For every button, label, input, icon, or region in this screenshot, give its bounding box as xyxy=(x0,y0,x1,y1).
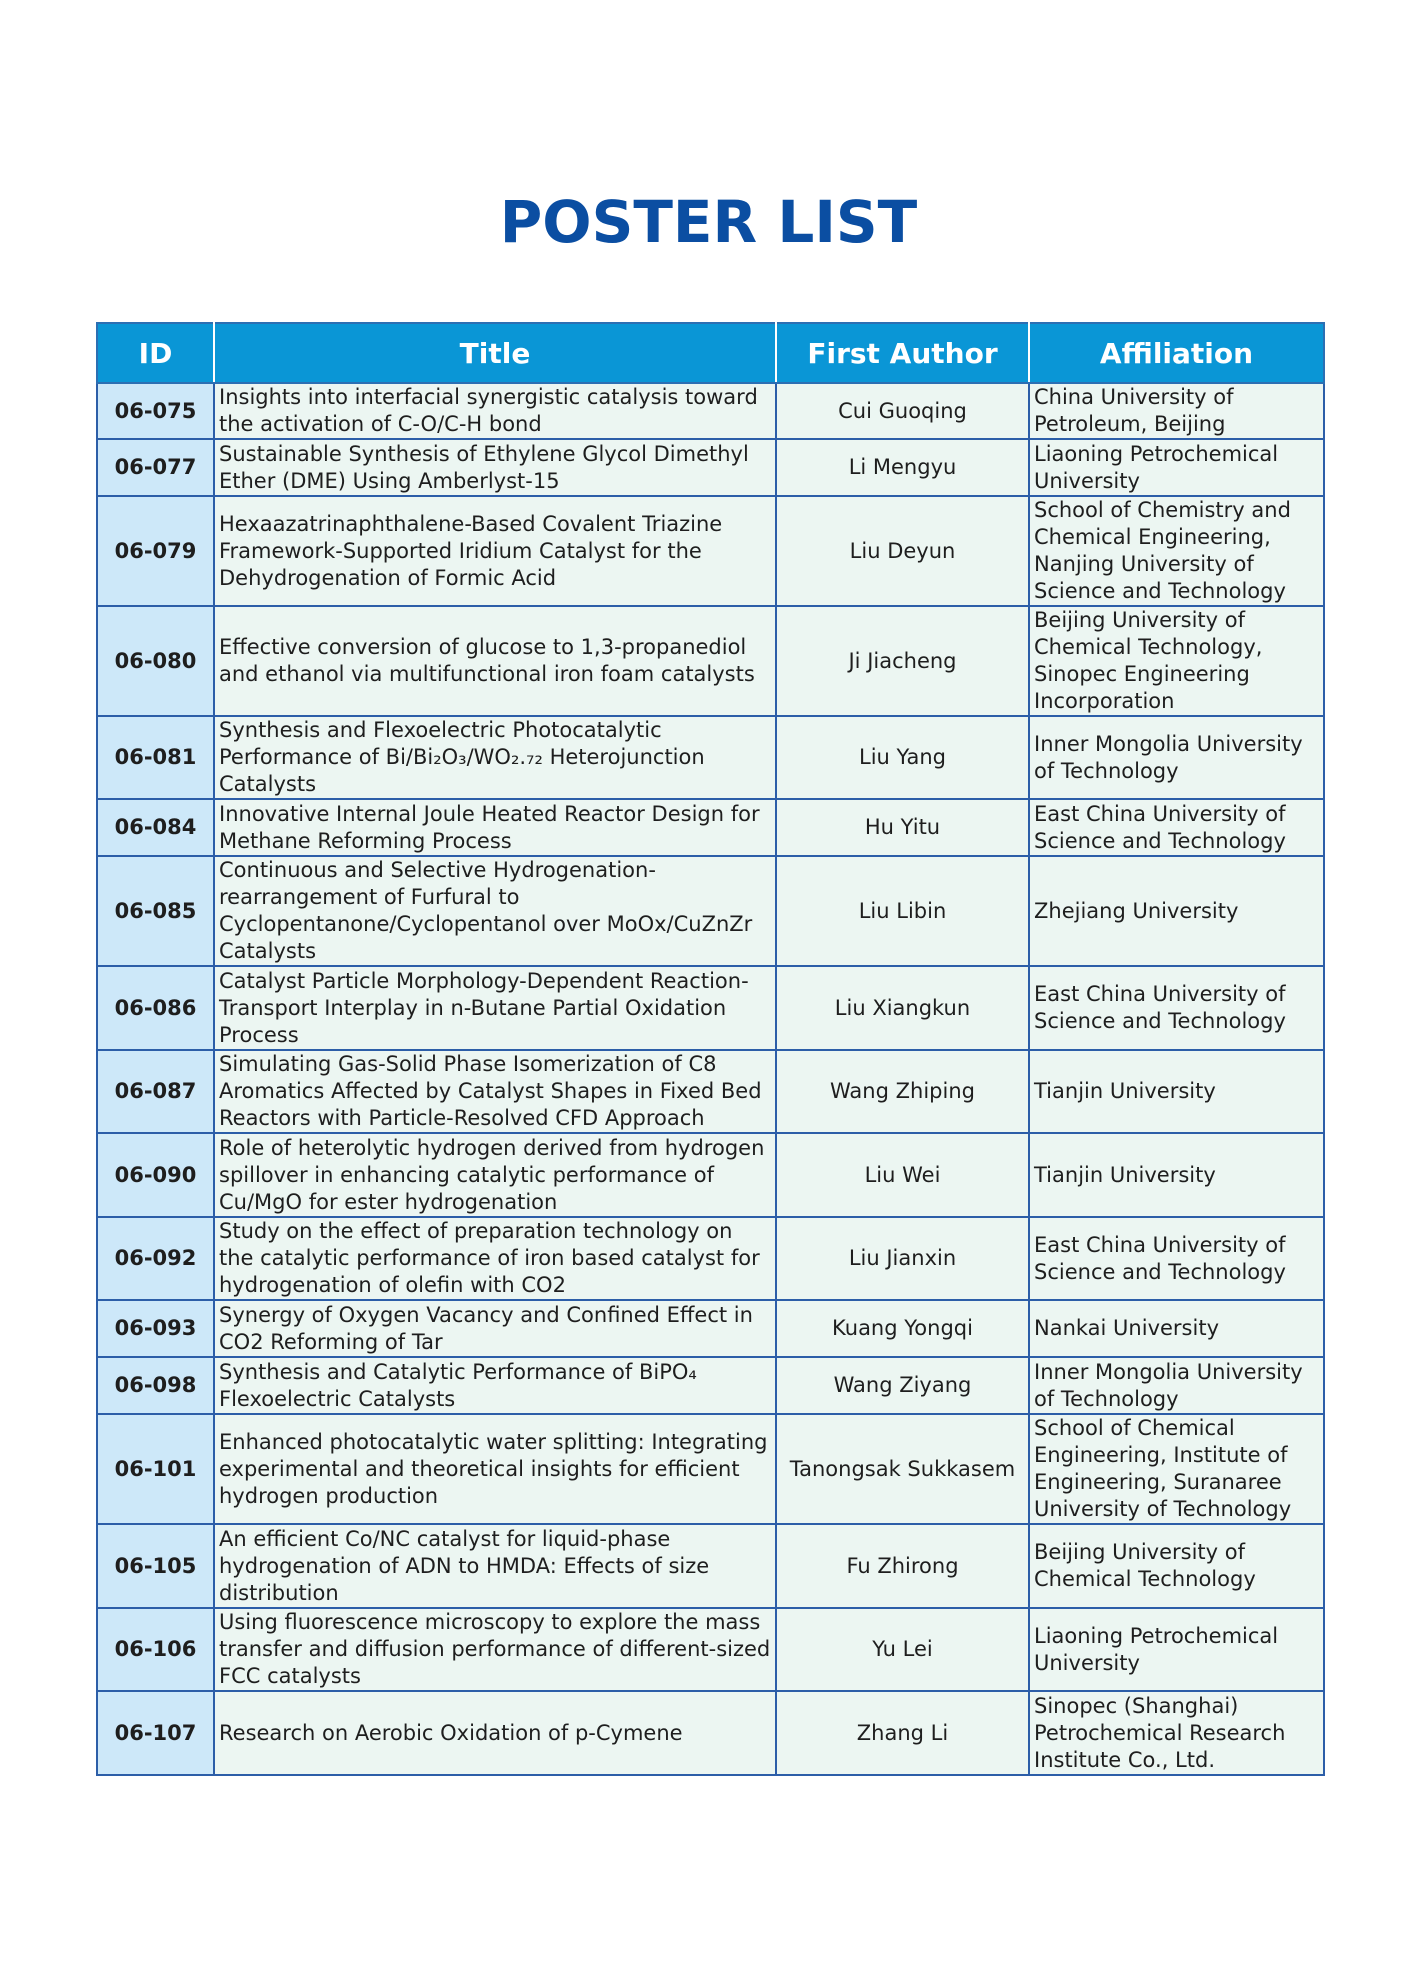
table-row xyxy=(97,856,1324,966)
poster-id: 06-090 xyxy=(97,1133,214,1217)
column-header-affiliation: Affiliation xyxy=(1029,323,1324,383)
poster-title: Study on the effect of preparation technology on the catalytic performance of iron based catalyst for hydrogenation of olefin with CO2 xyxy=(214,1217,776,1300)
table-row xyxy=(97,1050,1324,1133)
poster-title: An efficient Co/NC catalyst for liquid-phase hydrogenation of ADN to HMDA: Effects of size distribution xyxy=(214,1524,776,1608)
poster-id: 06-086 xyxy=(97,966,214,1050)
table-row xyxy=(97,606,1324,716)
poster-affiliation: Inner Mongolia University of Technology xyxy=(1029,1357,1324,1414)
poster-author: Liu Yang xyxy=(776,716,1029,799)
poster-affiliation: East China University of Science and Technology xyxy=(1029,966,1324,1050)
poster-title: Catalyst Particle Morphology-Dependent Reaction-Transport Interplay in n-Butane Partial Oxidation Process xyxy=(214,966,776,1050)
poster-title: Research on Aerobic Oxidation of p-Cymene xyxy=(214,1691,776,1775)
poster-title: Synthesis and Catalytic Performance of BiPO₄ Flexoelectric Catalysts xyxy=(214,1357,776,1414)
poster-id: 06-077 xyxy=(97,439,214,496)
table-row xyxy=(97,966,1324,1050)
poster-affiliation: Nankai University xyxy=(1029,1300,1324,1357)
table-row xyxy=(97,1414,1324,1524)
poster-id: 06-075 xyxy=(97,383,214,439)
poster-affiliation: Tianjin University xyxy=(1029,1050,1324,1133)
poster-affiliation: Sinopec (Shanghai) Petrochemical Research Institute Co., Ltd. xyxy=(1029,1691,1324,1775)
poster-author: Yu Lei xyxy=(776,1608,1029,1691)
table-row xyxy=(97,1608,1324,1691)
poster-author: Liu Deyun xyxy=(776,496,1029,606)
poster-affiliation: China University of Petroleum, Beijing xyxy=(1029,383,1324,439)
poster-title: Insights into interfacial synergistic catalysis toward the activation of C-O/C-H bond xyxy=(214,383,776,439)
table-row xyxy=(97,383,1324,439)
poster-id: 06-084 xyxy=(97,799,214,856)
poster-author: Liu Wei xyxy=(776,1133,1029,1217)
poster-title: Hexaazatrinaphthalene-Based Covalent Triazine Framework-Supported Iridium Catalyst for the Dehydrogenation of Formic Acid xyxy=(214,496,776,606)
poster-author: Liu Libin xyxy=(776,856,1029,966)
poster-affiliation: East China University of Science and Technology xyxy=(1029,799,1324,856)
poster-id: 06-081 xyxy=(97,716,214,799)
table-row xyxy=(97,1357,1324,1414)
column-header-id: ID xyxy=(97,323,214,383)
poster-id: 06-093 xyxy=(97,1300,214,1357)
poster-id: 06-107 xyxy=(97,1691,214,1775)
poster-affiliation: Liaoning Petrochemical University xyxy=(1029,1608,1324,1691)
poster-affiliation: Beijing University of Chemical Technology, Sinopec Engineering Incorporation xyxy=(1029,606,1324,716)
poster-id: 06-080 xyxy=(97,606,214,716)
column-header-title: Title xyxy=(214,323,776,383)
poster-id: 06-092 xyxy=(97,1217,214,1300)
table-row xyxy=(97,1133,1324,1217)
poster-title: Synthesis and Flexoelectric Photocatalytic Performance of Bi/Bi₂O₃/WO₂.₇₂ Heterojunction Catalysts xyxy=(214,716,776,799)
table-row xyxy=(97,1217,1324,1300)
poster-author: Zhang Li xyxy=(776,1691,1029,1775)
poster-title: Effective conversion of glucose to 1,3-propanediol and ethanol via multifunctional iron foam catalysts xyxy=(214,606,776,716)
poster-id: 06-087 xyxy=(97,1050,214,1133)
poster-id: 06-105 xyxy=(97,1524,214,1608)
table-header-row xyxy=(97,323,1324,383)
table-row xyxy=(97,1691,1324,1775)
column-header-first-author: First Author xyxy=(776,323,1029,383)
poster-author: Wang Ziyang xyxy=(776,1357,1029,1414)
poster-author: Fu Zhirong xyxy=(776,1524,1029,1608)
poster-affiliation: Liaoning Petrochemical University xyxy=(1029,439,1324,496)
poster-title: Simulating Gas-Solid Phase Isomerization of C8 Aromatics Affected by Catalyst Shapes in Fixed Bed Reactors with Particle-Resolved CFD Approach xyxy=(214,1050,776,1133)
poster-title: Role of heterolytic hydrogen derived from hydrogen spillover in enhancing catalytic performance of Cu/MgO for ester hydrogenation xyxy=(214,1133,776,1217)
table-row xyxy=(97,1300,1324,1357)
poster-table xyxy=(96,322,1325,1776)
poster-affiliation: School of Chemical Engineering, Institute of Engineering, Suranaree University of Technology xyxy=(1029,1414,1324,1524)
page-title: POSTER LIST xyxy=(499,188,918,256)
poster-title: Sustainable Synthesis of Ethylene Glycol Dimethyl Ether (DME) Using Amberlyst-15 xyxy=(214,439,776,496)
poster-author: Liu Jianxin xyxy=(776,1217,1029,1300)
table-row xyxy=(97,799,1324,856)
poster-affiliation: Inner Mongolia University of Technology xyxy=(1029,716,1324,799)
poster-title: Using fluorescence microscopy to explore the mass transfer and diffusion performance of different-sized FCC catalysts xyxy=(214,1608,776,1691)
poster-author: Hu Yitu xyxy=(776,799,1029,856)
table-row xyxy=(97,716,1324,799)
poster-author: Tanongsak Sukkasem xyxy=(776,1414,1029,1524)
table-row xyxy=(97,439,1324,496)
poster-affiliation: Zhejiang University xyxy=(1029,856,1324,966)
poster-title: Enhanced photocatalytic water splitting: Integrating experimental and theoretical insights for efficient hydrogen production xyxy=(214,1414,776,1524)
poster-author: Wang Zhiping xyxy=(776,1050,1029,1133)
poster-author: Ji Jiacheng xyxy=(776,606,1029,716)
poster-title: Continuous and Selective Hydrogenation-rearrangement of Furfural to Cyclopentanone/Cyclopentanol over MoOx/CuZnZr Catalysts xyxy=(214,856,776,966)
poster-affiliation: East China University of Science and Technology xyxy=(1029,1217,1324,1300)
poster-affiliation: Beijing University of Chemical Technology xyxy=(1029,1524,1324,1608)
poster-id: 06-106 xyxy=(97,1608,214,1691)
table-row xyxy=(97,1524,1324,1608)
poster-title: Synergy of Oxygen Vacancy and Confined Effect in CO2 Reforming of Tar xyxy=(214,1300,776,1357)
poster-id: 06-085 xyxy=(97,856,214,966)
table-row xyxy=(97,496,1324,606)
poster-id: 06-101 xyxy=(97,1414,214,1524)
poster-id: 06-098 xyxy=(97,1357,214,1414)
poster-affiliation: Tianjin University xyxy=(1029,1133,1324,1217)
poster-id: 06-079 xyxy=(97,496,214,606)
poster-title: Innovative Internal Joule Heated Reactor Design for Methane Reforming Process xyxy=(214,799,776,856)
poster-affiliation: School of Chemistry and Chemical Engineering, Nanjing University of Science and Technology xyxy=(1029,496,1324,606)
poster-author: Cui Guoqing xyxy=(776,383,1029,439)
poster-author: Li Mengyu xyxy=(776,439,1029,496)
poster-author: Kuang Yongqi xyxy=(776,1300,1029,1357)
poster-author: Liu Xiangkun xyxy=(776,966,1029,1050)
